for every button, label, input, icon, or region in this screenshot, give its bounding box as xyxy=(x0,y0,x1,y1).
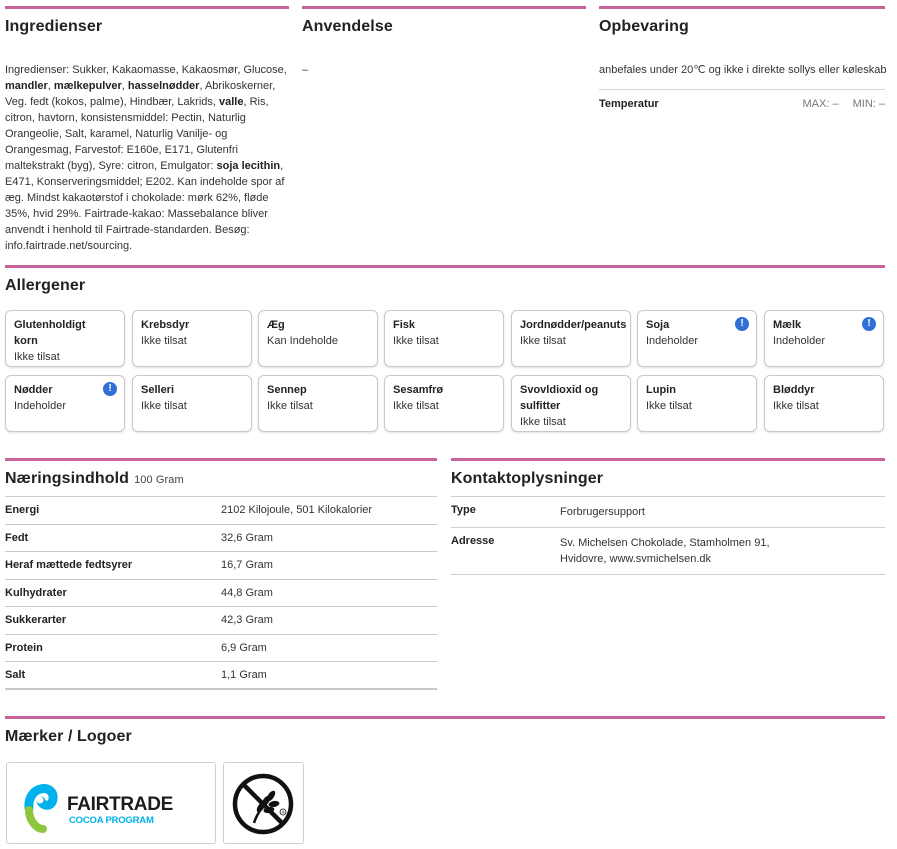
allergen-status: Ikke tilsat xyxy=(393,335,439,347)
nutrition-row xyxy=(5,525,437,553)
nutrition-row xyxy=(5,497,437,525)
contact-row xyxy=(451,497,885,528)
gluten-free-logo-card xyxy=(223,762,304,844)
allergen-name: Krebsdyr xyxy=(141,319,190,331)
allergen-name: Bløddyr xyxy=(773,384,815,396)
nutrition-row xyxy=(5,552,437,580)
allergen-name: Æg xyxy=(267,319,285,331)
nutrition-row xyxy=(5,580,437,608)
nutrition-value: 16,7 Gram xyxy=(221,559,273,572)
contact-section xyxy=(451,458,885,575)
nutrition-label: Fedt xyxy=(5,531,29,544)
allergen-chip xyxy=(258,310,378,367)
gluten-free-logo xyxy=(224,763,303,843)
fairtrade-subtitle: COCOA PROGRAM xyxy=(69,815,154,826)
allergen-name: Svovldioxid og sulfitter xyxy=(520,384,599,412)
nutrition-value: 2102 Kilojoule, 501 Kilokalorier xyxy=(221,504,373,517)
allergen-status: Ikke tilsat xyxy=(520,416,566,428)
fairtrade-word: FAIRTRADE xyxy=(67,794,174,815)
allergen-chip xyxy=(764,375,884,432)
allergen-name: Fisk xyxy=(393,319,416,331)
allergen-status: Ikke tilsat xyxy=(773,400,819,412)
temperature-row xyxy=(599,89,885,110)
allergen-status: Indeholder xyxy=(646,335,698,347)
allergen-name: Lupin xyxy=(646,384,676,396)
contact-header xyxy=(451,470,885,497)
ingredient-text-run: , xyxy=(47,80,54,92)
contact-title: Kontaktoplysninger xyxy=(451,470,604,487)
allergen-status: Indeholder xyxy=(773,335,825,347)
nutrition-value: 6,9 Gram xyxy=(221,641,267,654)
contact-label: Type xyxy=(451,504,476,516)
ingredient-text-run: , E471, Konserveringsmiddel; E202. Kan indeholde spor af æg. Mindst kakaotørstof i chokolade: mørk 62%, fløde 35%, hvid 29%. Fairtrade-kakao: Massebalance bliver anvendt i henhold til Fairtrade-standarden. Besøg: info.fairtrade.net/sourcing. xyxy=(5,160,285,252)
ingredient-allergen-highlight: mælkepulver xyxy=(53,80,122,92)
ingredient-text-run: , Ris, citron, havtorn, konsistensmiddel: Pectin, Naturlig Orangeolie, Salt, karamel, Naturlig Vanilje- og Orangesmag, Farvestof: E160e, E171, Glutenfri maltekstrakt (byg), Syre: citron, Emulgator: xyxy=(5,96,269,172)
allergen-status: Ikke tilsat xyxy=(646,400,692,412)
nutrition-row xyxy=(5,662,437,690)
ingredient-text-run: , xyxy=(121,80,128,92)
logos-section xyxy=(5,716,885,826)
allergen-chip xyxy=(258,375,378,432)
usage-title: Anvendelse xyxy=(302,18,393,35)
allergen-chip xyxy=(132,310,252,367)
allergen-chip xyxy=(5,375,125,432)
ingredient-text-run: , Abrikoskerner, Veg. fedt (kokos, palme), Hindbær, Lakrids, xyxy=(5,80,276,108)
nutrition-label: Kulhydrater xyxy=(5,586,67,599)
nutrition-title: Næringsindhold xyxy=(5,470,130,487)
allergen-status: Kan Indeholde xyxy=(267,335,338,347)
allergen-name: Soja xyxy=(646,319,670,331)
ingredient-allergen-highlight: hasselnødder xyxy=(127,80,200,92)
allergen-chip xyxy=(764,310,884,367)
nutrition-value: 42,3 Gram xyxy=(221,614,273,627)
allergen-status: Ikke tilsat xyxy=(393,400,439,412)
info-alert-icon: ! xyxy=(735,317,749,331)
nutrition-row xyxy=(5,607,437,635)
nutrition-label: Heraf mættede fedtsyrer xyxy=(5,559,133,572)
allergen-status: Ikke tilsat xyxy=(141,335,187,347)
allergen-status: Ikke tilsat xyxy=(520,335,566,347)
nutrition-value: 44,8 Gram xyxy=(221,586,273,599)
info-alert-icon: ! xyxy=(862,317,876,331)
allergen-chip xyxy=(511,375,631,432)
temperature-max: MAX: – xyxy=(802,98,839,110)
allergen-name: Sesamfrø xyxy=(393,384,444,396)
ingredient-text-run: Ingredienser: Sukker, Kakaomasse, Kakaosmør, Glucose, xyxy=(5,64,287,76)
ingredients-section xyxy=(5,6,289,254)
usage-section xyxy=(302,6,586,76)
storage-section xyxy=(599,6,885,110)
nutrition-row xyxy=(5,635,437,663)
allergen-status: Indeholder xyxy=(14,400,66,412)
storage-text: anbefales under 20℃ og ikke i direkte sollys eller køleskab xyxy=(599,64,887,76)
contact-value: Sv. Michelsen Chokolade, Stamholmen 91, Hvidovre, www.svmichelsen.dk xyxy=(560,537,770,565)
ingredients-title: Ingredienser xyxy=(5,18,103,35)
nutrition-table xyxy=(5,497,437,690)
nutrition-section xyxy=(5,458,437,690)
allergen-name: Jordnødder/peanuts xyxy=(520,319,627,331)
allergens-section xyxy=(5,265,885,428)
fairtrade-logo-card xyxy=(6,762,216,844)
allergen-chip xyxy=(511,310,631,367)
fairtrade-logo xyxy=(7,763,215,843)
nutrition-label: Sukkerarter xyxy=(5,614,67,627)
allergen-chip xyxy=(5,310,125,367)
ingredients-text xyxy=(5,62,287,254)
contact-table xyxy=(451,497,885,575)
allergen-chip xyxy=(384,310,504,367)
registered-mark: ® xyxy=(281,810,285,815)
allergen-chip xyxy=(637,310,757,367)
allergen-status: Ikke tilsat xyxy=(141,400,187,412)
nutrition-value: 1,1 Gram xyxy=(221,668,267,681)
nutrition-label: Energi xyxy=(5,504,40,517)
nutrition-per: 100 Gram xyxy=(134,474,184,486)
allergen-chip xyxy=(132,375,252,432)
allergen-name: Glutenholdigt korn xyxy=(14,319,86,347)
allergen-status: Ikke tilsat xyxy=(14,351,60,363)
usage-text: – xyxy=(302,64,309,76)
allergen-name: Mælk xyxy=(773,319,802,331)
allergen-name: Sennep xyxy=(267,384,307,396)
nutrition-header xyxy=(5,470,437,497)
allergens-title: Allergener xyxy=(5,277,86,294)
allergen-status: Ikke tilsat xyxy=(267,400,313,412)
ingredient-allergen-highlight: soja lecithin xyxy=(216,160,281,172)
allergen-name: Nødder xyxy=(14,384,53,396)
contact-value: Forbrugersupport xyxy=(560,506,645,518)
nutrition-label: Salt xyxy=(5,668,26,681)
ingredient-allergen-highlight: valle xyxy=(219,96,244,108)
contact-label: Adresse xyxy=(451,535,495,547)
ingredient-allergen-highlight: mandler xyxy=(5,80,48,92)
allergen-name: Selleri xyxy=(141,384,175,396)
temperature-min: MIN: – xyxy=(852,98,885,110)
temperature-label: Temperatur xyxy=(599,98,659,110)
nutrition-label: Protein xyxy=(5,641,43,654)
nutrition-value: 32,6 Gram xyxy=(221,531,273,544)
contact-row xyxy=(451,528,885,575)
logos-title: Mærker / Logoer xyxy=(5,728,132,745)
allergen-chip xyxy=(637,375,757,432)
info-alert-icon: ! xyxy=(103,382,117,396)
storage-title: Opbevaring xyxy=(599,18,689,35)
allergen-chip xyxy=(384,375,504,432)
